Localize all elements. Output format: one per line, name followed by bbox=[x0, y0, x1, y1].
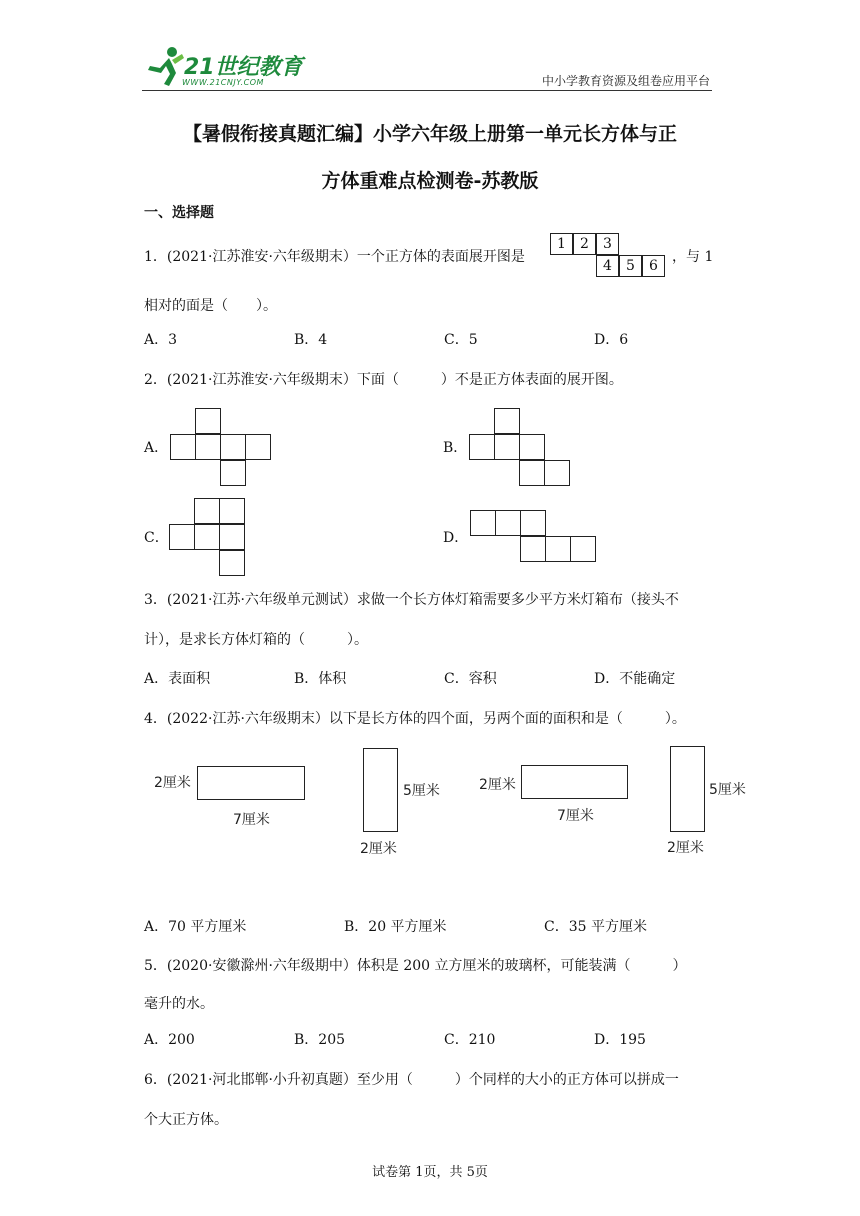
q5-option-d[interactable]: D．195 bbox=[594, 1032, 646, 1048]
net-square bbox=[194, 524, 220, 550]
q4-option-b[interactable]: B．20 平方厘米 bbox=[344, 919, 447, 935]
q1-option-a[interactable]: A．3 bbox=[144, 332, 178, 348]
dim-label: 7厘米 bbox=[233, 812, 270, 828]
logo bbox=[142, 44, 312, 90]
face-rectangle bbox=[363, 748, 398, 832]
face-rectangle bbox=[670, 746, 705, 832]
q1-net-diagram bbox=[550, 233, 670, 279]
q4-option-a[interactable]: A．70 平方厘米 bbox=[144, 919, 247, 935]
dim-label: 7厘米 bbox=[557, 808, 594, 824]
q6-text-b: 个大正方体。 bbox=[144, 1112, 228, 1128]
q4-text: 4．(2022·江苏·六年级期末）以下是长方体的四个面，另两个面的面积和是（ ）。 bbox=[144, 711, 686, 727]
q5-text-b: 毫升的水。 bbox=[144, 996, 214, 1012]
net-square bbox=[220, 434, 246, 460]
face-rectangle bbox=[197, 766, 305, 800]
q5-option-b[interactable]: B．205 bbox=[294, 1032, 346, 1048]
net-square bbox=[494, 434, 520, 460]
net-square bbox=[195, 408, 221, 434]
runner-logo-icon bbox=[142, 44, 186, 88]
q3-text-b: 计），是求长方体灯箱的（ ）。 bbox=[144, 632, 368, 648]
q2-option-a-label[interactable]: A． bbox=[144, 440, 169, 456]
dim-label: 2厘米 bbox=[479, 777, 516, 793]
net-square bbox=[170, 434, 196, 460]
net-square bbox=[219, 524, 245, 550]
net-cell: 2 bbox=[573, 233, 596, 255]
net-square bbox=[194, 498, 220, 524]
q3-text-a: 3．(2021·江苏·六年级单元测试）求做一个长方体灯箱需要多少平方米灯箱布（接头不 bbox=[144, 592, 679, 608]
net-square bbox=[570, 536, 596, 562]
q2-option-d-label[interactable]: D． bbox=[443, 530, 469, 546]
q5-option-c[interactable]: C．210 bbox=[444, 1032, 496, 1048]
net-square bbox=[470, 510, 496, 536]
q1-option-b[interactable]: B．4 bbox=[294, 332, 328, 348]
net-square bbox=[519, 460, 545, 486]
q3-option-b[interactable]: B．体积 bbox=[294, 671, 347, 687]
net-square bbox=[220, 460, 246, 486]
page-title-line1: 【暑假衔接真题汇编】小学六年级上册第一单元长方体与正 bbox=[182, 123, 677, 145]
dim-label: 2厘米 bbox=[154, 775, 191, 791]
section-heading: 一、选择题 bbox=[144, 205, 214, 221]
q3-option-a[interactable]: A．表面积 bbox=[144, 671, 211, 687]
logo-url: WWW.21CNJY.COM bbox=[182, 78, 264, 87]
net-square bbox=[544, 460, 570, 486]
net-square bbox=[545, 536, 571, 562]
net-square bbox=[495, 510, 521, 536]
dim-label: 2厘米 bbox=[667, 840, 704, 856]
net-cell: 5 bbox=[619, 255, 642, 277]
net-square bbox=[469, 434, 495, 460]
net-square bbox=[520, 536, 546, 562]
net-square bbox=[245, 434, 271, 460]
net-square bbox=[219, 498, 245, 524]
net-cell: 3 bbox=[596, 233, 619, 255]
header-rule bbox=[142, 90, 712, 91]
q3-option-d[interactable]: D．不能确定 bbox=[594, 671, 676, 687]
q4-option-c[interactable]: C．35 平方厘米 bbox=[544, 919, 647, 935]
dim-label: 5厘米 bbox=[709, 782, 746, 798]
net-square bbox=[520, 510, 546, 536]
net-square bbox=[195, 434, 221, 460]
q1-option-c[interactable]: C．5 bbox=[444, 332, 478, 348]
net-square bbox=[169, 524, 195, 550]
q1-text-c: 相对的面是（ ）。 bbox=[144, 298, 277, 314]
q2-option-c-label[interactable]: C． bbox=[144, 530, 169, 546]
net-square bbox=[494, 408, 520, 434]
q2-option-b-label[interactable]: B． bbox=[443, 440, 468, 456]
logo-text: 21世纪教育 bbox=[184, 55, 303, 80]
net-cell: 4 bbox=[596, 255, 619, 277]
platform-name: 中小学教育资源及组卷应用平台 bbox=[541, 74, 710, 88]
dim-label: 2厘米 bbox=[360, 841, 397, 857]
net-cell: 6 bbox=[642, 255, 665, 277]
q5-text-a: 5．(2020·安徽滁州·六年级期中）体积是 200 立方厘米的玻璃杯，可能装满（ ） bbox=[144, 958, 687, 974]
q1-text-b: ，与 1 bbox=[672, 249, 714, 265]
net-square bbox=[519, 434, 545, 460]
q2-text: 2．(2021·江苏淮安·六年级期末）下面（ ）不是正方体表面的展开图。 bbox=[144, 372, 623, 388]
q1-option-d[interactable]: D．6 bbox=[594, 332, 629, 348]
net-cell: 1 bbox=[550, 233, 573, 255]
page-title-line2: 方体重难点检测卷-苏教版 bbox=[321, 170, 539, 192]
q3-option-c[interactable]: C．容积 bbox=[444, 671, 497, 687]
net-square bbox=[219, 550, 245, 576]
q5-option-a[interactable]: A．200 bbox=[144, 1032, 195, 1048]
q1-text-a: 1．(2021·江苏淮安·六年级期末）一个正方体的表面展开图是 bbox=[144, 249, 525, 265]
face-rectangle bbox=[521, 765, 628, 799]
q6-text-a: 6．(2021·河北邯郸·小升初真题）至少用（ ）个同样的大小的正方体可以拼成一 bbox=[144, 1072, 679, 1088]
page-footer: 试卷第 1页，共 5页 bbox=[372, 1165, 488, 1180]
dim-label: 5厘米 bbox=[403, 783, 440, 799]
